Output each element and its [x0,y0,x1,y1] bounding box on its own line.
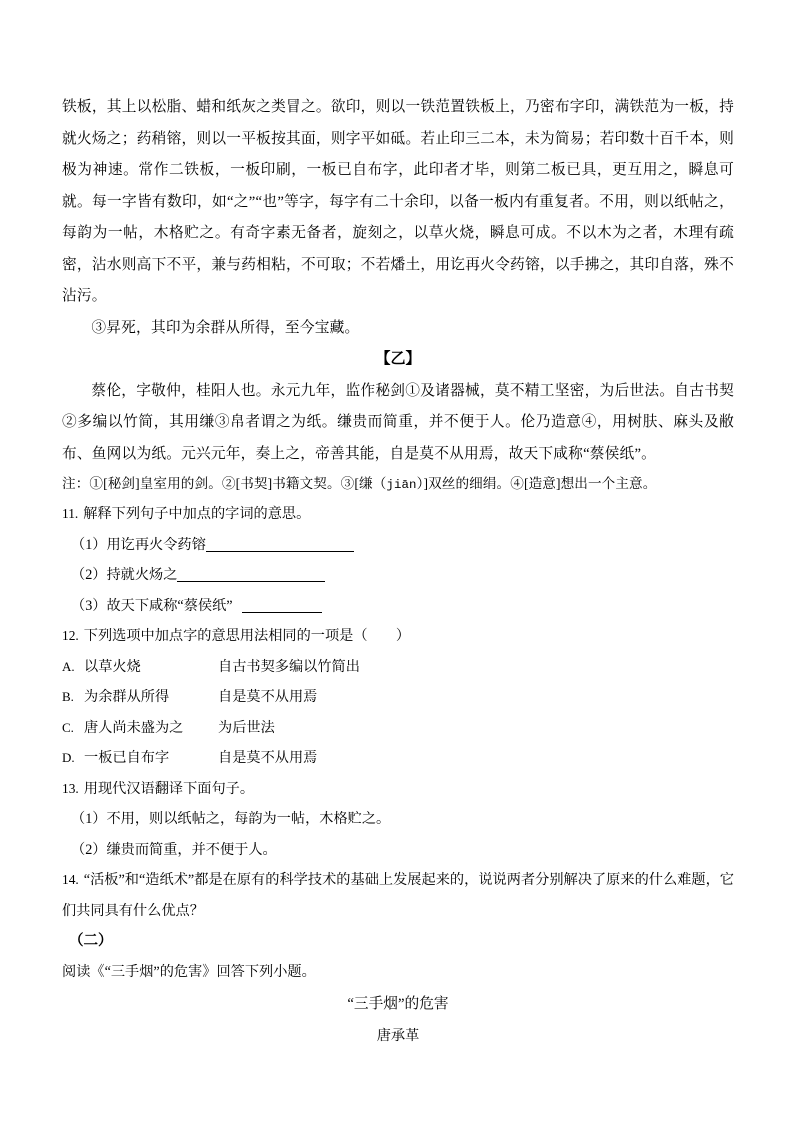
question-12-option-c[interactable] [62,713,734,744]
article-author: 唐承革 [376,1027,420,1044]
option-column-2: 自古书契多编以竹简出 [218,658,360,675]
option-column-1: 以草火烧 [84,658,141,675]
question-13-item-1 [62,804,734,835]
item-text: 缣贵而简重，并不便于人。 [106,841,277,858]
item-label: （1） [71,536,107,553]
item-text: 持就火炀之 [106,567,178,583]
question-11-item-2 [62,560,734,591]
answer-blank-11-3[interactable] [242,599,322,613]
page-content [62,92,734,1052]
question-12-text: 下列选项中加点字的意思用法相同的一项是（ ） [83,628,411,644]
question-14-number: 14. [62,872,79,887]
question-12-stem [62,621,734,652]
passage-jia-body: 铁板，其上以松脂、蜡和纸灰之类冒之。欲印，则以一铁范置铁板上，乃密布字印，满铁范为一板，持就火炀之；药稍镕，则以一平板按其面，则字平如砥。若止印三二本，未为简易；若印数十百千本，则极为神速。常作二铁板，一板印刷，一板已自布字，此印者才毕，则第二板已具，更互用之，瞬息可就。每一字皆有数印，如“之”“也”等字，每字有二十余印，以备一板内有重复者。不用，则以纸帖之，每韵为一帖，木格贮之。有奇字素无备者，旋刻之，以草火烧，瞬息可成。不以木为之者，木理有疏密，沾水则高下不平，兼与药相粘，不可取；不若燔土，用讫再火令药镕，以手拂之，其印自落，殊不沾污。 [62,99,734,304]
item-label: （2） [71,567,107,583]
article-title: “三手烟”的危害 [347,996,449,1012]
answer-blank-11-1[interactable] [206,538,354,552]
note-prefix: 注：①[秘剑]皇室用的剑。②[书契]书籍文契。③[缣（ [62,476,387,491]
option-column-1: 为余群从所得 [84,689,170,705]
question-12-number: 12. [62,628,79,643]
item-label: （2） [71,841,107,858]
section-two-heading: （二） [69,933,113,949]
option-column-2: 自是莫不从用焉 [218,750,318,766]
passage-jia-paragraph-three: ③昇死，其印为余群从所得，至今宝藏。 [91,319,360,336]
question-14-text: “活板”和“造纸术”都是在原有的科学技术的基础上发展起来的，说说两者分别解决了原来的什么难题，它们共同具有什么优点？ [62,872,734,919]
question-11-item-3 [62,591,734,622]
passage-yi-body: 蔡伦，字敬仲，桂阳人也。永元九年，监作秘剑①及诸器械，莫不精工坚密，为后世法。自古书契②多编以竹简，其用缣③帛者谓之为纸。缣贵而简重，并不便于人。伦乃造意④，用树肤、麻头及敝布、鱼网以为纸。元兴元年，奏上之，帝善其能，自是莫不从用焉，故天下咸称“蔡侯纸”。 [62,382,734,462]
passage-yi-note [62,470,734,499]
option-letter: A. [62,658,75,674]
note-pinyin: jiān [386,478,417,492]
section-two-instruction: 阅读《“三手烟”的危害》回答下列小题。 [62,963,316,980]
question-12-option-a[interactable] [62,652,734,683]
question-13-text: 用现代汉语翻译下面句子。 [83,780,255,797]
question-11-number: 11. [62,506,79,521]
item-label: （3） [71,597,107,614]
item-text: 不用，则以纸帖之，每韵为一帖，木格贮之。 [106,811,391,827]
option-column-2: 自是莫不从用焉 [218,689,318,705]
question-13-number: 13. [62,780,79,796]
question-11-text: 解释下列句子中加点的字词的意思。 [83,506,311,522]
option-column-1: 一板已自布字 [84,750,170,766]
passage-yi-heading: 【乙】 [375,351,421,367]
answer-blank-11-2[interactable] [177,568,325,582]
option-column-1: 唐人尚未盛为之 [84,719,184,736]
note-suffix: ）]双丝的细绢。④[造意]想出一个主意。 [416,476,657,491]
question-14-stem [62,865,734,926]
question-13-item-2 [62,835,734,866]
item-label: （1） [71,811,107,827]
question-12-option-b[interactable] [62,682,734,713]
option-letter: C. [62,719,74,735]
question-13-stem [62,774,734,805]
question-12-option-d[interactable] [62,743,734,774]
option-column-2: 为后世法 [218,719,275,736]
option-letter: D. [62,750,75,765]
item-text: 故天下咸称“蔡侯纸” [106,597,233,614]
option-letter: B. [62,689,74,704]
question-11-item-1 [62,530,734,561]
item-text: 用讫再火令药镕 [106,536,206,553]
question-11-stem [62,499,734,530]
